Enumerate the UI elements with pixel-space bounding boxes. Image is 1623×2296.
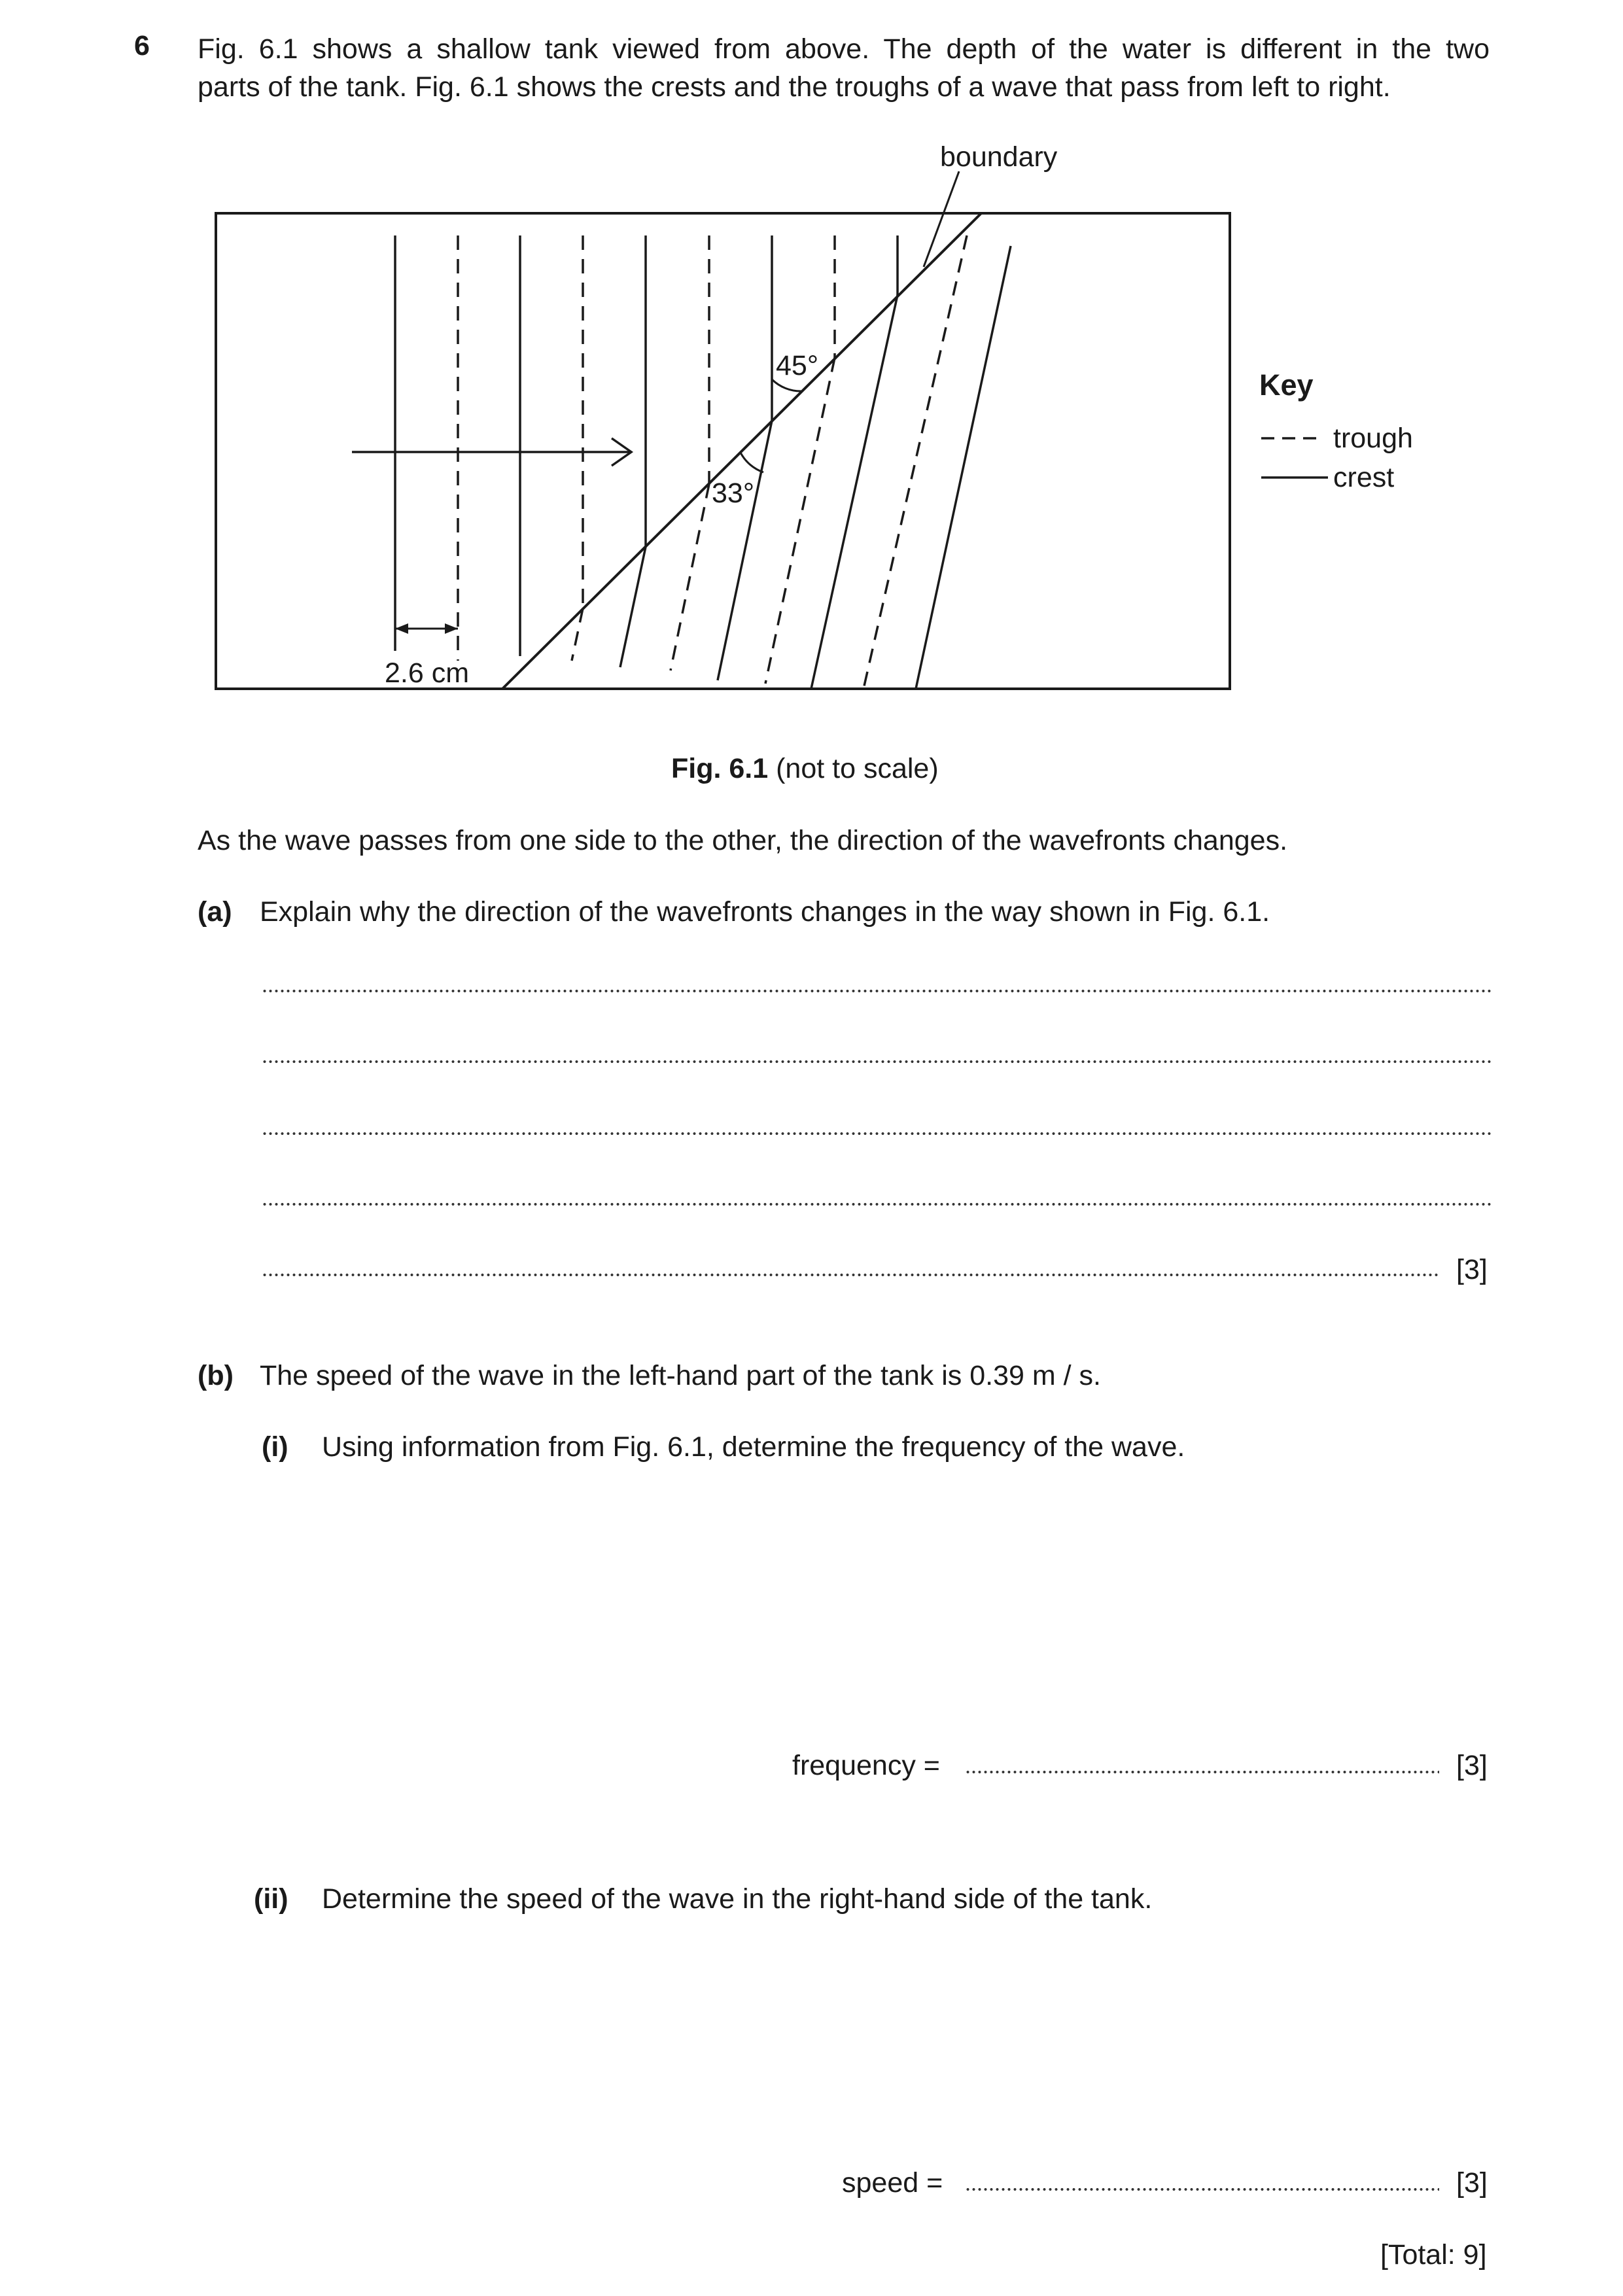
boundary-label: boundary <box>940 141 1058 173</box>
crest-right-1 <box>620 547 646 667</box>
speed-answer-line[interactable] <box>965 2187 1439 2191</box>
part-a-text: Explain why the direction of the wavefronts changes in the way shown in Fig. 6.1. <box>260 896 1270 928</box>
answer-line-a-2[interactable] <box>262 1060 1492 1064</box>
frequency-answer-label: frequency = <box>792 1750 940 1781</box>
wavelength-arrow-left <box>395 623 408 634</box>
angle-45-label: 45° <box>776 350 819 381</box>
statement: As the wave passes from one side to the other, the direction of the wavefronts changes. <box>198 825 1288 856</box>
part-b-i-mark: [3] <box>1456 1750 1488 1781</box>
crest-right-4 <box>916 246 1011 689</box>
answer-line-a-5[interactable] <box>262 1273 1439 1277</box>
wavelength-arrow-right <box>445 623 458 634</box>
answer-line-a-1[interactable] <box>262 989 1492 993</box>
crest-right-3 <box>811 295 898 689</box>
part-b-ii-mark: [3] <box>1456 2167 1488 2199</box>
angle-33-label: 33° <box>712 478 755 509</box>
trough-right-3 <box>765 358 835 684</box>
part-b-ii-label: (ii) <box>254 1883 288 1915</box>
part-b-text: The speed of the wave in the left-hand part of the tank is 0.39 m / s. <box>260 1360 1101 1391</box>
answer-line-a-3[interactable] <box>262 1132 1492 1136</box>
key-title: Key <box>1259 368 1314 402</box>
part-b-i-text: Using information from Fig. 6.1, determine the frequency of the wave. <box>322 1431 1185 1463</box>
intro-line-1: Fig. 6.1 shows a shallow tank viewed from above. The depth of the water is different in the two <box>198 33 1490 65</box>
key-trough-label: trough <box>1333 423 1413 454</box>
part-b-ii-text: Determine the speed of the wave in the right-hand side of the tank. <box>322 1883 1153 1915</box>
part-a-mark: [3] <box>1456 1254 1488 1285</box>
total-marks: [Total: 9] <box>1380 2239 1487 2270</box>
part-b-label: (b) <box>198 1360 234 1391</box>
part-b-i-label: (i) <box>262 1431 288 1463</box>
question-number: 6 <box>134 30 150 61</box>
figure-6-1 <box>0 0 1623 818</box>
trough-right-2 <box>671 484 709 670</box>
angle-arc-33 <box>741 453 763 472</box>
frequency-answer-line[interactable] <box>965 1770 1439 1774</box>
key-crest-label: crest <box>1333 462 1395 493</box>
part-a-label: (a) <box>198 896 232 928</box>
figure-caption <box>671 750 939 788</box>
caption-note: (not to scale) <box>768 753 939 784</box>
trough-right-4 <box>864 235 967 689</box>
speed-answer-label: speed = <box>842 2167 943 2199</box>
wavelength-label: 2.6 cm <box>385 657 470 689</box>
answer-line-a-4[interactable] <box>262 1202 1492 1206</box>
caption-fig-number: Fig. 6.1 <box>671 753 769 784</box>
intro-line-2: parts of the tank. Fig. 6.1 shows the crests and the troughs of a wave that pass from left to right. <box>198 71 1391 103</box>
